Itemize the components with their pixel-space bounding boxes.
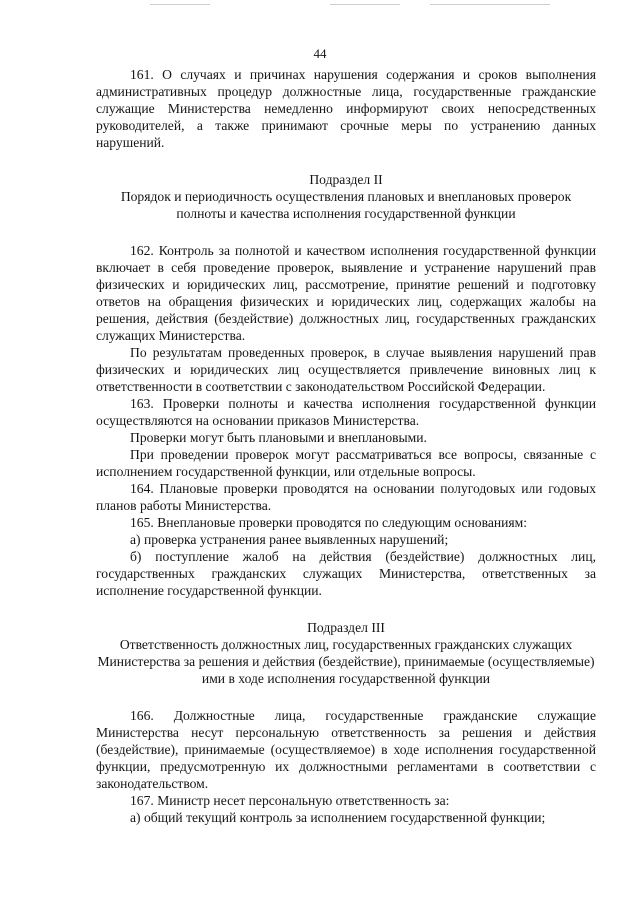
paragraph-167-a: а) общий текущий контроль за исполнением государственной функции; <box>130 810 546 825</box>
paragraph-162: 162. Контроль за полнотой и качеством исполнения государственной функции включает в себя проведение проверок, выявление и устранение нарушений прав физических и юридических лиц, рассмотрение, принятие решений и подготовку ответов на обращения физических и юридических лиц, содержащих жалобы на решения, действия (бездействие) должностных лиц, государственных гражданских служащих Министерства. <box>96 243 596 343</box>
subsection-2-title: Подраздел II <box>309 172 383 187</box>
paragraph-165-b: б) поступление жалоб на действия (бездействие) должностных лиц, государственных гражданских служащих Министерства, ответственных за исполнение государственной функции. <box>96 549 596 598</box>
page-number: 44 <box>313 46 327 61</box>
subsection-3-title: Подраздел III <box>307 620 385 635</box>
document-body <box>96 66 596 826</box>
paragraph-162-b: По результатам проведенных проверок, в случае выявления нарушений прав физических и юридических лиц осуществляется привлечение виновных лиц к ответственности в соответствии с законодательством Российской Федерации. <box>96 345 596 394</box>
paragraph-164: 164. Плановые проверки проводятся на основании полугодовых или годовых планов работы Министерства. <box>96 481 596 513</box>
paragraph-165-a: а) проверка устранения ранее выявленных нарушений; <box>130 532 449 547</box>
paragraph-167: 167. Министр несет персональную ответственность за: <box>130 793 450 808</box>
subsection-2-heading: Порядок и периодичность осуществления плановых и внеплановых проверок полноты и качества исполнения государственной функции <box>120 189 572 221</box>
paragraph-163-c: При проведении проверок могут рассматриваться все вопросы, связанные с исполнением государственной функции, или отдельные вопросы. <box>96 447 596 479</box>
paragraph-161: 161. О случаях и причинах нарушения содержания и сроков выполнения административных процедур должностные лица, государственные гражданские служащие Министерства немедленно информируют своих непосредственных руководителей, а также принимают срочные меры по устранению данных нарушений. <box>96 67 596 150</box>
paragraph-163: 163. Проверки полноты и качества исполнения государственной функции осуществляются на основании приказов Министерства. <box>96 396 596 428</box>
paragraph-165: 165. Внеплановые проверки проводятся по следующим основаниям: <box>130 515 528 530</box>
paragraph-163-b: Проверки могут быть плановыми и внеплановыми. <box>130 430 427 445</box>
paragraph-166: 166. Должностные лица, государственные гражданские служащие Министерства несут персональную ответственность за решения и действия (бездействие), принимаемые (осуществляемое) в ходе исполнения государственной функции, предусмотренную их должностными регламентами в соответствии с законодательством. <box>96 708 596 791</box>
subsection-3-heading: Ответственность должностных лиц, государственных гражданских служащих Министерства за решения и действия (бездействие), принимаемые (осуществляемые) ими в ходе исполнения государственной функции <box>97 637 595 686</box>
scan-artifact <box>0 0 640 10</box>
